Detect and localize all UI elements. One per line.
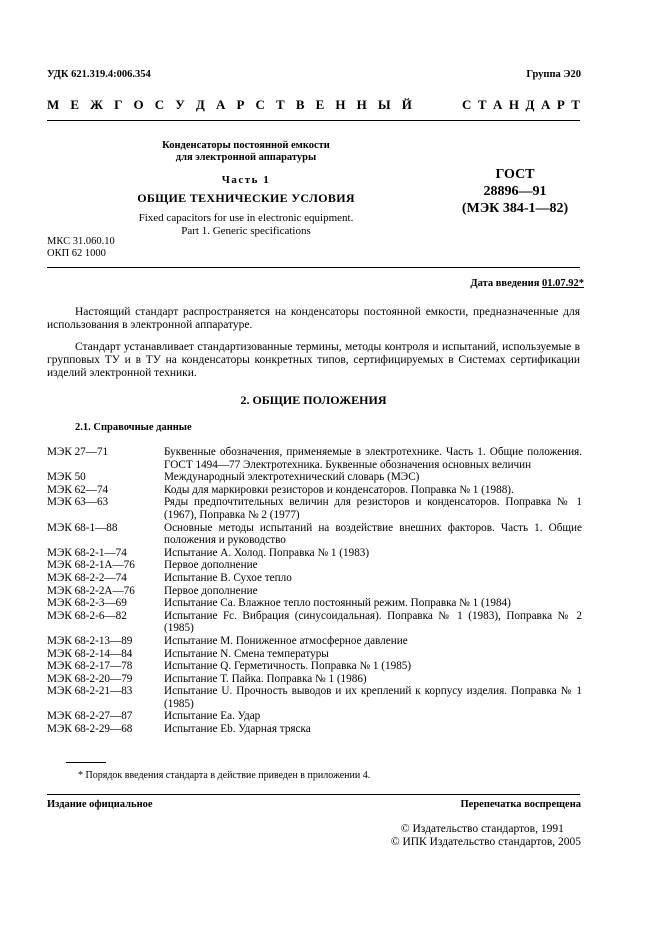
reference-row: [47, 685, 582, 710]
english-title-2: Part 1. Generic specifications: [181, 225, 311, 237]
reference-description: Ряды предпочтительных величин для резисторов и конденсаторов. Поправка № 1 (1967), Поправка № 2 (1977): [164, 496, 582, 521]
reference-description: Испытание Са. Влажное тепло постоянный режим. Поправка № 1 (1984): [164, 597, 511, 610]
reference-row: [47, 547, 582, 560]
date-label: Дата введения: [470, 278, 540, 289]
reference-description: Международный электротехнический словарь (МЭС): [164, 471, 420, 484]
reference-row: [47, 484, 582, 497]
subsection-heading: 2.1. Справочные данные: [75, 422, 192, 433]
top-rule: [47, 120, 580, 121]
reference-row: [47, 471, 582, 484]
reference-description: Испытание Т. Пайка. Поправка № 1 (1986): [164, 672, 367, 685]
reference-row: [47, 585, 582, 598]
reference-list: [47, 446, 582, 736]
reference-code: МЭК 50: [47, 471, 86, 484]
copyright-1: © Издательство стандартов, 1991: [400, 823, 564, 835]
mks-code: МКС 31.060.10: [47, 236, 115, 247]
reprint-notice: Перепечатка воспрещена: [460, 799, 581, 810]
reference-code: МЭК 68-2-20—79: [47, 672, 133, 685]
reference-description: Испытание Fc. Вибрация (синусоидальная). Поправка № 1 (1983), Поправка № 2 (1985): [164, 609, 582, 635]
reference-row: [47, 635, 582, 648]
reference-code: МЭК 68-2-17—78: [47, 660, 133, 673]
reference-code: МЭК 68-2-6—82: [47, 609, 127, 622]
reference-code: МЭК 68-2-27—87: [47, 710, 133, 723]
reference-description: Испытание В. Сухое тепло: [164, 571, 292, 584]
reference-description: Первое дополнение: [164, 584, 258, 597]
reference-code: МЭК 68-2-13—89: [47, 634, 133, 647]
reference-description: Буквенные обозначения, применяемые в электротехнике. Часть 1. Общие положения. ГОСТ 1494—77 Электротехника. Буквенные обозначения основных величин: [164, 446, 582, 471]
reference-row: [47, 660, 582, 673]
banner-word-2: С Т А Н Д А Р Т: [462, 97, 580, 112]
intro-paragraph-2: Стандарт устанавливает стандартизованные термины, методы контроля и испытаний, используемые в групповых ТУ и в ТУ на конденсаторы конкретных типов, сертифицируемых в Системах сертификации изделий электронной техники.: [47, 341, 580, 380]
gost-number: 28896—91: [483, 184, 547, 199]
reference-code: МЭК 68-2-3—69: [47, 597, 127, 610]
reference-row: [47, 597, 582, 610]
reference-code: МЭК 68-2-1—74: [47, 546, 127, 559]
main-title: ОБЩИЕ ТЕХНИЧЕСКИЕ УСЛОВИЯ: [137, 191, 355, 205]
reference-code: МЭК 27—71: [47, 446, 109, 458]
reference-row: [47, 723, 582, 736]
banner-word-1: М Е Ж Г О С У Д А Р С Т В Е Н Н Ы Й: [47, 97, 412, 112]
bottom-rule: [47, 794, 580, 795]
title-line-2: для электронной аппаратуры: [175, 152, 317, 163]
reference-code: МЭК 68-2-14—84: [47, 647, 133, 660]
reference-code: МЭК 68-1—88: [47, 521, 118, 534]
reference-code: МЭК 63—63: [47, 496, 109, 509]
english-title-1: Fixed capacitors for use in electronic equipment.: [138, 212, 354, 224]
reference-description: Основные методы испытаний на воздействие внешних факторов. Часть 1. Общие положения и руководство: [164, 521, 582, 547]
copyright-block: [391, 823, 581, 848]
reference-code: МЭК 68-2-2А—76: [47, 584, 135, 597]
title-line-1: Конденсаторы постоянной емкости: [162, 140, 330, 151]
copyright-2: © ИПК Издательство стандартов, 2005: [390, 835, 581, 848]
official-edition: Издание официальное: [47, 799, 153, 810]
reference-description: Испытание М. Пониженное атмосферное давление: [164, 634, 408, 647]
reference-code: МЭК 68-2-29—68: [47, 723, 133, 736]
reference-row: [47, 522, 582, 547]
group-code: Группа Э20: [526, 69, 581, 80]
reference-description: Первое дополнение: [164, 559, 258, 572]
reference-code: МЭК 68-2-1А—76: [47, 559, 135, 572]
reference-code: МЭК 62—74: [47, 483, 109, 496]
introduction-date: [470, 277, 584, 290]
reference-description: Испытание U. Прочность выводов и их креплений к корпусу изделия. Поправка № 1 (1985): [164, 685, 582, 710]
gost-label: ГОСТ: [495, 167, 535, 182]
reference-row: [47, 559, 582, 572]
footnote: * Порядок введения стандарта в действие приведен в приложении 4.: [78, 770, 371, 781]
reference-description: Коды для маркировки резисторов и конденсаторов. Поправка № 1 (1988).: [164, 483, 514, 496]
reference-description: Испытание Eb. Ударная тряска: [164, 723, 311, 736]
iec-number: (МЭК 384-1—82): [461, 201, 569, 216]
footnote-rule: [66, 762, 106, 763]
udk-code: УДК 621.319.4:006.354: [47, 69, 151, 80]
reference-row: [47, 710, 582, 723]
reference-row: [47, 446, 582, 471]
middle-rule: [47, 267, 580, 268]
reference-description: Испытание Еа. Удар: [164, 710, 261, 723]
date-value: 01.07.92*: [542, 278, 584, 289]
okp-code: ОКП 62 1000: [47, 248, 106, 259]
reference-code: МЭК 68-2-2—74: [47, 571, 127, 584]
reference-row: [47, 673, 582, 686]
gost-designation: [445, 166, 585, 217]
reference-description: Испытание N. Смена температуры: [164, 647, 329, 660]
section-heading: 2. ОБЩИЕ ПОЛОЖЕНИЯ: [240, 393, 387, 407]
reference-row: [47, 572, 582, 585]
intro-paragraph-1: Настоящий стандарт распространяется на конденсаторы постоянной емкости, предназначенные для использования в электронной аппаратуре.: [47, 306, 580, 332]
classification-codes: [47, 236, 115, 260]
reference-code: МЭК 68-2-21—83: [47, 685, 133, 698]
standard-banner: [47, 98, 580, 111]
part-title: Часть 1: [221, 174, 271, 186]
reference-row: [47, 610, 582, 635]
reference-description: Испытание А. Холод. Поправка № 1 (1983): [164, 546, 370, 559]
reference-description: Испытание Q. Герметичность. Поправка № 1 (1985): [164, 660, 412, 673]
reference-row: [47, 648, 582, 661]
title-block: [113, 140, 379, 238]
reference-row: [47, 496, 582, 521]
